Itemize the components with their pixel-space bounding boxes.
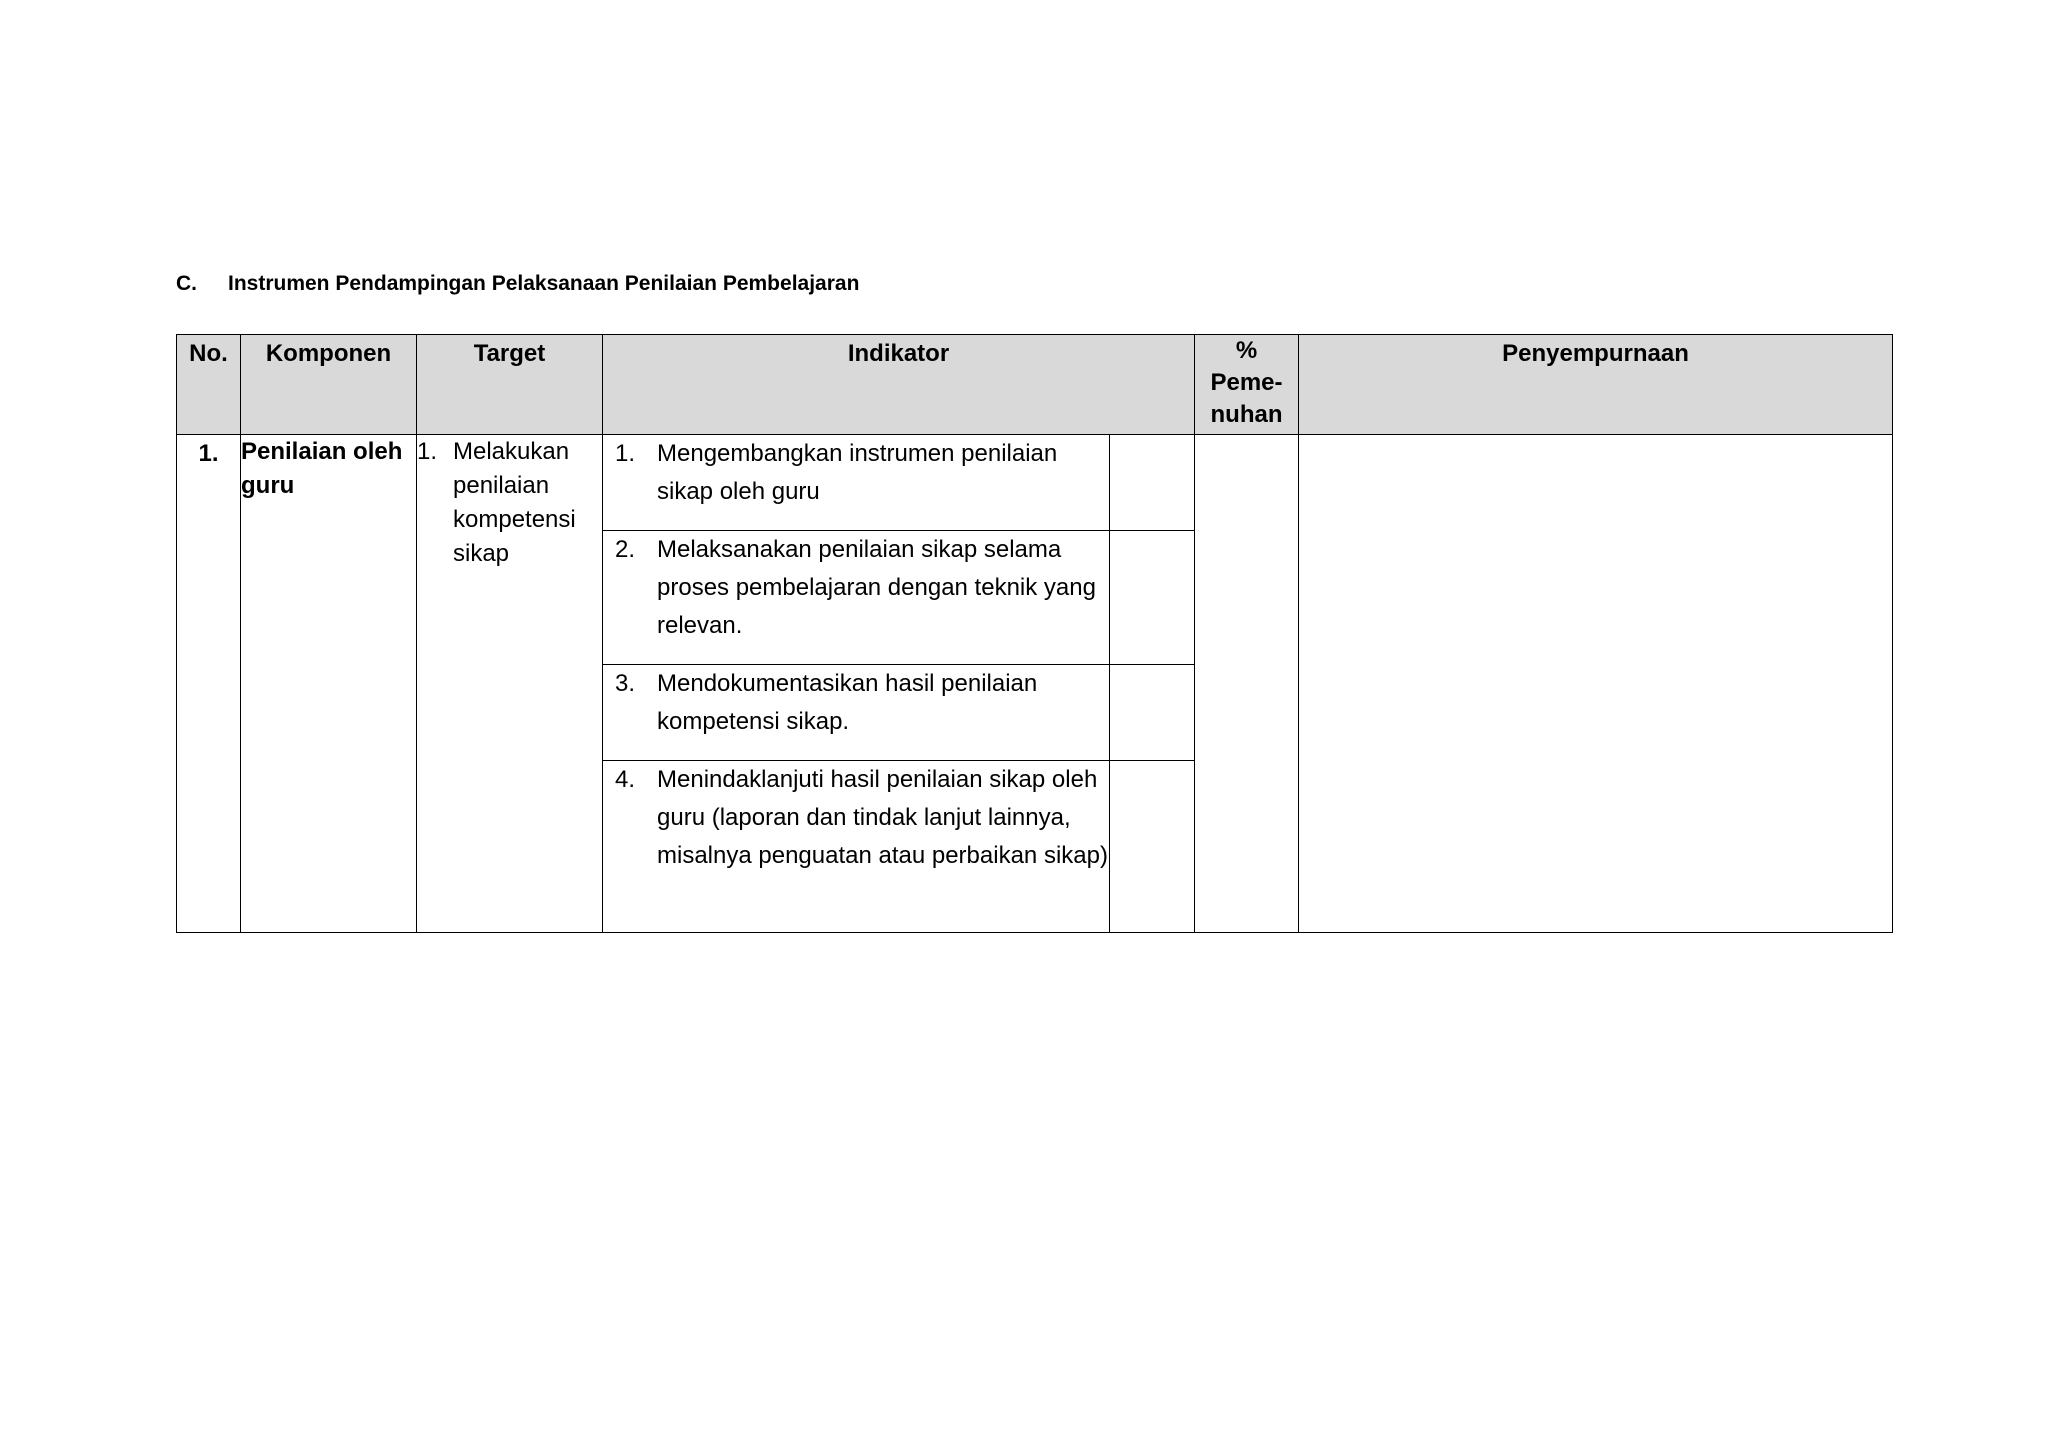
indicator-item — [603, 761, 1109, 875]
target-list-item — [417, 435, 602, 571]
indicator-text: Melaksanakan penilaian sikap selama proses pembelajaran dengan teknik yang relevan. — [657, 536, 1096, 639]
table-header-row — [177, 335, 1893, 435]
indicator-check-cell[interactable] — [1110, 761, 1195, 933]
header-no: No. — [177, 335, 241, 435]
header-komponen: Komponen — [241, 335, 417, 435]
header-penyempurnaan: Penyempurnaan — [1299, 335, 1893, 435]
indicator-item — [603, 665, 1109, 741]
header-pemenuhan-line-2: Peme- — [1210, 369, 1283, 396]
indicator-item — [603, 531, 1109, 645]
header-pemenuhan-line-3: nuhan — [1210, 401, 1283, 428]
instrument-table — [176, 334, 1893, 933]
indicator-cell — [603, 761, 1110, 933]
indicator-number: 2. — [615, 536, 636, 563]
indicator-number: 3. — [615, 670, 636, 697]
table-row — [177, 435, 1893, 531]
row-komponen: Penilaian oleh guru — [241, 435, 417, 933]
section-heading — [176, 272, 859, 296]
indicator-cell — [603, 435, 1110, 531]
indicator-text: Menindaklanjuti hasil penilaian sikap oleh guru (laporan dan tindak lanjut lainnya, misalnya penguatan atau perbaikan sikap) — [657, 766, 1108, 869]
row-target — [417, 435, 603, 933]
row-number: 1. — [177, 435, 241, 933]
section-letter: C. — [176, 272, 197, 295]
header-indikator: Indikator — [603, 335, 1195, 435]
indicator-item — [603, 435, 1109, 511]
indicator-text: Mendokumentasikan hasil penilaian kompetensi sikap. — [657, 670, 1038, 735]
target-text: Melakukan penilaian kompetensi sikap — [453, 438, 576, 567]
header-pemenuhan — [1195, 335, 1299, 435]
indicator-cell — [603, 665, 1110, 761]
indicator-check-cell[interactable] — [1110, 531, 1195, 665]
indicator-check-cell[interactable] — [1110, 435, 1195, 531]
indicator-text: Mengembangkan instrumen penilaian sikap oleh guru — [657, 440, 1058, 505]
pemenuhan-cell[interactable] — [1195, 435, 1299, 933]
indicator-cell — [603, 531, 1110, 665]
indicator-number: 1. — [615, 440, 636, 467]
section-title: Instrumen Pendampingan Pelaksanaan Penilaian Pembelajaran — [228, 272, 860, 295]
target-number: 1. — [417, 438, 438, 465]
indicator-check-cell[interactable] — [1110, 665, 1195, 761]
header-pemenuhan-line-1: % — [1235, 337, 1258, 364]
penyempurnaan-cell[interactable] — [1299, 435, 1893, 933]
header-target: Target — [417, 335, 603, 435]
indicator-number: 4. — [615, 766, 636, 793]
